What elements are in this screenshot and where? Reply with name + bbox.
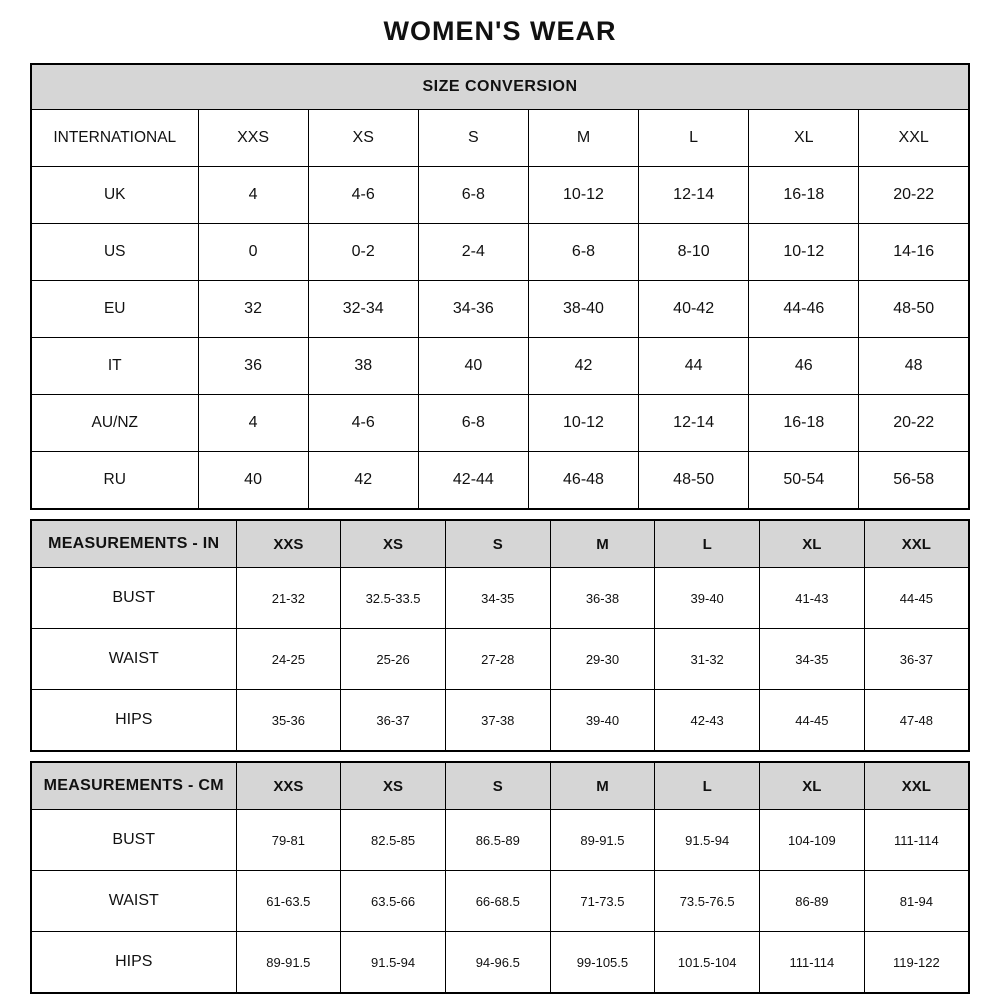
table-cell: 101.5-104 (655, 932, 760, 994)
row-label: RU (31, 452, 198, 510)
size-col-header: XXS (236, 762, 341, 810)
table-cell: 79-81 (236, 810, 341, 871)
size-col-header: M (550, 520, 655, 568)
table-cell: 27-28 (445, 629, 550, 690)
table-cell: 10-12 (528, 167, 638, 224)
table-cell: 119-122 (864, 932, 969, 994)
size-conversion-table (30, 63, 970, 510)
row-label: WAIST (31, 871, 236, 932)
table-cell: 8-10 (639, 224, 749, 281)
table-cell: L (639, 110, 749, 167)
table-cell: 44-45 (760, 690, 865, 752)
table-cell: 32-34 (308, 281, 418, 338)
table-cell: 16-18 (749, 167, 859, 224)
row-label: HIPS (31, 932, 236, 994)
size-col-header: L (655, 520, 760, 568)
size-col-header: S (445, 520, 550, 568)
table-row (31, 810, 969, 871)
table-cell: 42 (528, 338, 638, 395)
table-cell: 66-68.5 (445, 871, 550, 932)
table-cell: 41-43 (760, 568, 865, 629)
table-cell: 36-37 (864, 629, 969, 690)
table-cell: 94-96.5 (445, 932, 550, 994)
table-cell: 0 (198, 224, 308, 281)
size-col-header: XS (341, 520, 446, 568)
table-cell: 40-42 (639, 281, 749, 338)
table-cell: XXL (859, 110, 969, 167)
table-cell: 12-14 (639, 395, 749, 452)
table-cell: 61-63.5 (236, 871, 341, 932)
table-row (31, 629, 969, 690)
table-cell: 81-94 (864, 871, 969, 932)
table-cell: 44 (639, 338, 749, 395)
row-label: EU (31, 281, 198, 338)
table-cell: 32 (198, 281, 308, 338)
table-cell: S (418, 110, 528, 167)
table-cell: 104-109 (760, 810, 865, 871)
table-cell: 44-45 (864, 568, 969, 629)
table-cell: 89-91.5 (236, 932, 341, 994)
table-cell: 40 (418, 338, 528, 395)
table-row (31, 338, 969, 395)
row-label: BUST (31, 810, 236, 871)
row-label: UK (31, 167, 198, 224)
row-label: HIPS (31, 690, 236, 752)
table-cell: 48-50 (859, 281, 969, 338)
table-cell: 24-25 (236, 629, 341, 690)
table-cell: 4-6 (308, 395, 418, 452)
table-row (31, 167, 969, 224)
table-cell: 46 (749, 338, 859, 395)
table-cell: 99-105.5 (550, 932, 655, 994)
row-label: IT (31, 338, 198, 395)
table-cell: 91.5-94 (341, 932, 446, 994)
measurements-cm-table (30, 761, 970, 994)
table-cell: 36-38 (550, 568, 655, 629)
table-cell: 42 (308, 452, 418, 510)
table-cell: 6-8 (418, 167, 528, 224)
table-cell: 56-58 (859, 452, 969, 510)
table-cell: 38-40 (528, 281, 638, 338)
table-cell: 86-89 (760, 871, 865, 932)
size-col-header: XXS (236, 520, 341, 568)
table-cell: 29-30 (550, 629, 655, 690)
measurements-in-header-row (31, 520, 969, 568)
table-cell: 89-91.5 (550, 810, 655, 871)
table-cell: 46-48 (528, 452, 638, 510)
table-cell: 71-73.5 (550, 871, 655, 932)
table-cell: 34-36 (418, 281, 528, 338)
table-cell: XL (749, 110, 859, 167)
table-cell: 47-48 (864, 690, 969, 752)
table-cell: 50-54 (749, 452, 859, 510)
table-cell: 4 (198, 167, 308, 224)
table-cell: 82.5-85 (341, 810, 446, 871)
table-cell: 31-32 (655, 629, 760, 690)
table-cell: XXS (198, 110, 308, 167)
table-cell: 42-43 (655, 690, 760, 752)
row-label: BUST (31, 568, 236, 629)
table-cell: 12-14 (639, 167, 749, 224)
table-cell: 36-37 (341, 690, 446, 752)
table-row (31, 224, 969, 281)
table-cell: XS (308, 110, 418, 167)
measurements-cm-header: MEASUREMENTS - CM (31, 762, 236, 810)
table-cell: 10-12 (749, 224, 859, 281)
table-cell: 39-40 (550, 690, 655, 752)
size-conversion-header: SIZE CONVERSION (31, 64, 969, 110)
table-cell: 35-36 (236, 690, 341, 752)
table-row (31, 395, 969, 452)
row-label: US (31, 224, 198, 281)
table-cell: 21-32 (236, 568, 341, 629)
size-col-header: XXL (864, 762, 969, 810)
table-cell: 44-46 (749, 281, 859, 338)
table-row (31, 871, 969, 932)
size-col-header: S (445, 762, 550, 810)
table-cell: 16-18 (749, 395, 859, 452)
table-cell: 39-40 (655, 568, 760, 629)
table-cell: 4-6 (308, 167, 418, 224)
table-cell: 37-38 (445, 690, 550, 752)
size-col-header: XXL (864, 520, 969, 568)
table-row (31, 690, 969, 752)
size-conversion-body (31, 110, 969, 510)
table-cell: 38 (308, 338, 418, 395)
table-cell: 20-22 (859, 167, 969, 224)
table-cell: 10-12 (528, 395, 638, 452)
table-cell: 34-35 (445, 568, 550, 629)
table-cell: M (528, 110, 638, 167)
table-cell: 6-8 (528, 224, 638, 281)
size-conversion-header-row (31, 64, 969, 110)
table-cell: 111-114 (760, 932, 865, 994)
table-cell: 4 (198, 395, 308, 452)
table-cell: 73.5-76.5 (655, 871, 760, 932)
table-row (31, 110, 969, 167)
table-cell: 40 (198, 452, 308, 510)
table-cell: 6-8 (418, 395, 528, 452)
table-row (31, 281, 969, 338)
size-col-header: XL (760, 762, 865, 810)
row-label: WAIST (31, 629, 236, 690)
table-cell: 91.5-94 (655, 810, 760, 871)
table-cell: 36 (198, 338, 308, 395)
table-cell: 48 (859, 338, 969, 395)
table-cell: 14-16 (859, 224, 969, 281)
measurements-cm-body (31, 810, 969, 994)
table-cell: 42-44 (418, 452, 528, 510)
table-cell: 48-50 (639, 452, 749, 510)
page-title: WOMEN'S WEAR (383, 16, 617, 46)
table-cell: 0-2 (308, 224, 418, 281)
measurements-cm-header-row (31, 762, 969, 810)
table-row (31, 568, 969, 629)
table-cell: 34-35 (760, 629, 865, 690)
size-col-header: M (550, 762, 655, 810)
size-col-header: L (655, 762, 760, 810)
table-cell: 25-26 (341, 629, 446, 690)
table-cell: 32.5-33.5 (341, 568, 446, 629)
table-cell: 2-4 (418, 224, 528, 281)
size-col-header: XL (760, 520, 865, 568)
measurements-in-table (30, 519, 970, 752)
size-col-header: XS (341, 762, 446, 810)
measurements-in-header: MEASUREMENTS - IN (31, 520, 236, 568)
table-row (31, 452, 969, 510)
table-row (31, 932, 969, 994)
measurements-in-body (31, 568, 969, 752)
row-label: INTERNATIONAL (31, 110, 198, 167)
table-cell: 86.5-89 (445, 810, 550, 871)
table-cell: 20-22 (859, 395, 969, 452)
table-cell: 111-114 (864, 810, 969, 871)
table-cell: 63.5-66 (341, 871, 446, 932)
row-label: AU/NZ (31, 395, 198, 452)
